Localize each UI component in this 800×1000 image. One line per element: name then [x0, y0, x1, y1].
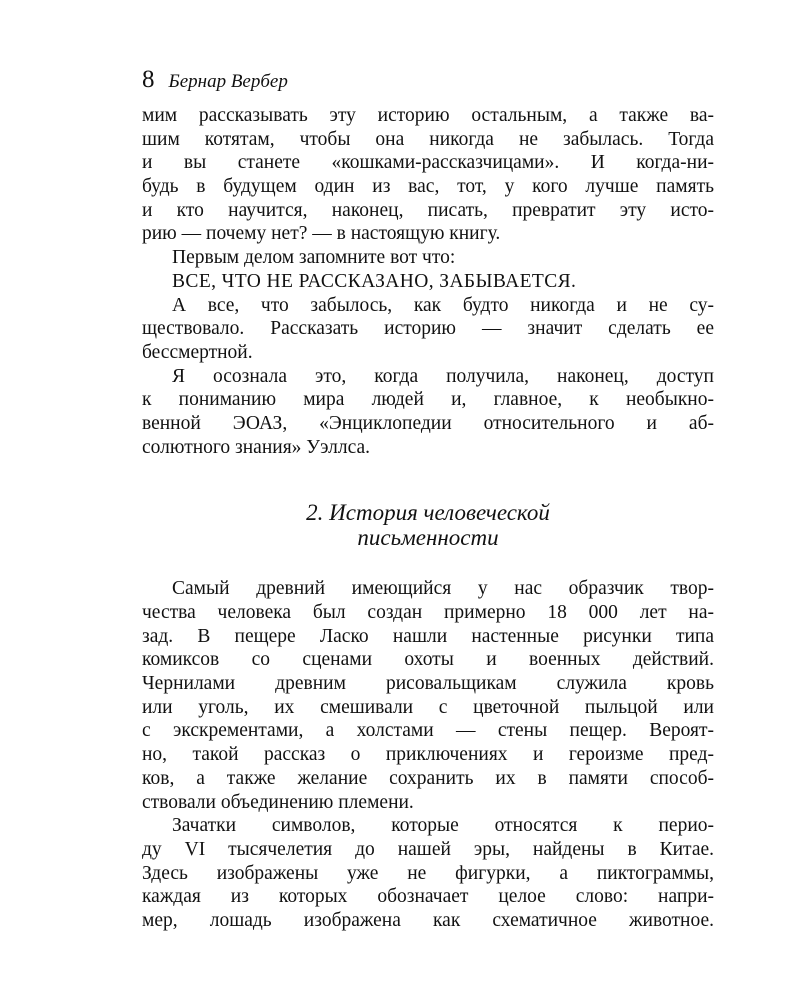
text-line: бессмертной. — [142, 341, 253, 363]
text-line: Здесь изображены уже не фигурки, а пиктограммы, — [142, 862, 714, 884]
text-line: солютного знания» Уэллса. — [142, 436, 371, 458]
text-line: и вы станете «кошками-рассказчицами». И когда-ни- — [142, 152, 714, 174]
chapter-title-line: 2. История человеческой — [306, 500, 550, 526]
text-line: комиксов со сценами охоты и военных действий. — [142, 649, 714, 671]
text-line: к пониманию мира людей и, главное, к необыкно- — [142, 389, 714, 411]
text-line: А все, что забылось, как будто никогда и не су- — [172, 294, 714, 316]
page-number: 8 — [142, 66, 155, 93]
text-line: ствовали объединению племени. — [142, 791, 414, 813]
section-1-text — [142, 104, 714, 459]
text-line: венной ЭОАЗ, «Энциклопедии относительного и аб- — [142, 412, 714, 434]
book-page — [142, 64, 714, 933]
text-line: ду VI тысячелетия до нашей эры, найдены в Китае. — [142, 838, 714, 860]
text-line: каждая из которых обозначает целое слово: напри- — [142, 886, 714, 908]
text-line: и кто научится, наконец, писать, превратит эту исто- — [142, 199, 714, 221]
text-line: Я осознала это, когда получила, наконец, доступ — [172, 365, 714, 387]
chapter-title-line: письменности — [357, 525, 499, 551]
text-line: с экскрементами, а холстами — стены пещер. Вероят- — [142, 720, 714, 742]
running-header — [142, 64, 714, 98]
text-line: Самый древний имеющийся у нас образчик твор- — [172, 578, 714, 600]
text-line: Первым делом запомните вот что: — [172, 247, 456, 269]
text-line: рию — почему нет? — в настоящую книгу. — [142, 223, 501, 245]
text-line: мер, лошадь изображена как схематичное животное. — [142, 909, 714, 931]
section-2-text — [142, 577, 714, 932]
text-line: ков, а также желание сохранить их в памяти способ- — [142, 767, 714, 789]
text-line: но, такой рассказ о приключениях и героизме пред- — [142, 744, 714, 766]
text-line: Чернилами древним рисовальщикам служила кровь — [142, 673, 714, 695]
text-line: шим котятам, чтобы она никогда не забылась. Тогда — [142, 128, 714, 150]
running-author: Бернар Вербер — [168, 71, 288, 92]
text-line: ществовало. Рассказать историю — значит сделать ее — [142, 318, 714, 340]
text-line: мим рассказывать эту историю остальным, а также ва- — [142, 105, 714, 126]
text-line: зад. В пещере Ласко нашли настенные рисунки типа — [142, 625, 714, 647]
text-line: Зачатки символов, которые относятся к перио- — [172, 815, 714, 837]
text-line: будь в будущем один из вас, тот, у кого лучше память — [142, 176, 714, 198]
chapter-heading — [142, 500, 714, 550]
text-line: или уголь, их смешивали с цветочной пыльцой или — [142, 696, 714, 718]
text-line-emphasis: ВСЕ, ЧТО НЕ РАССКАЗАНО, ЗАБЫВАЕТСЯ. — [172, 270, 577, 292]
text-line: чества человека был создан примерно 18 000 лет на- — [142, 602, 714, 623]
